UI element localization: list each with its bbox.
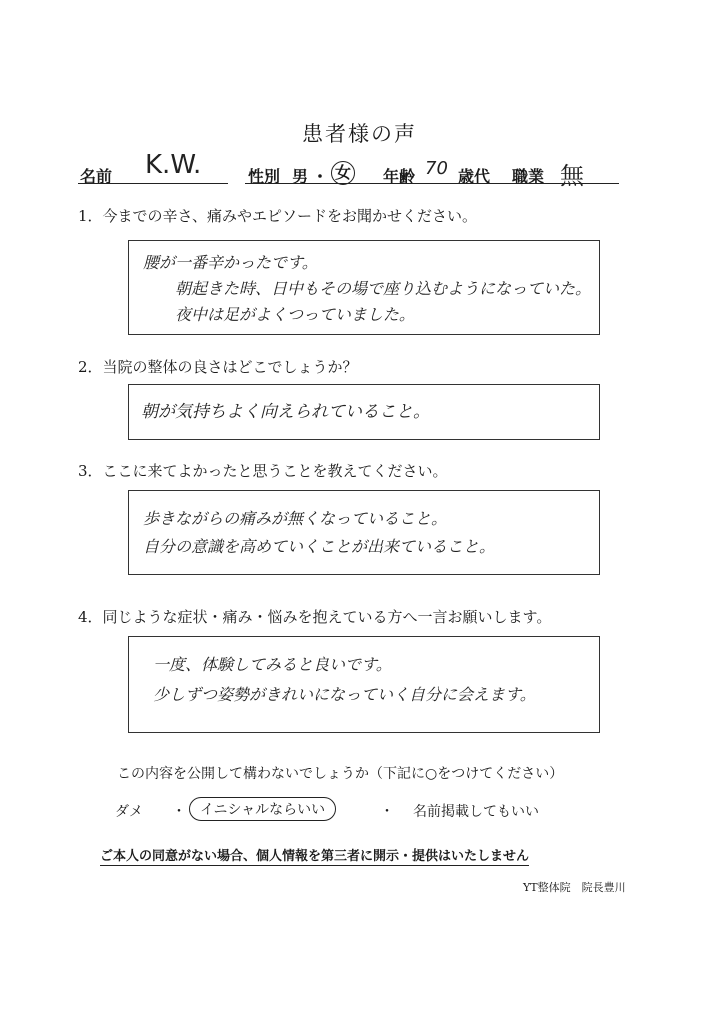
option-name: 名前掲載してもいい: [413, 804, 539, 820]
answer-box-1: [128, 240, 600, 335]
answer-box-3: [128, 490, 600, 575]
answer-2-line-1: 朝が気持ちよく向えられていること。: [141, 402, 430, 422]
gender-label: 性別: [248, 167, 281, 186]
age-suffix: 歳代: [458, 167, 491, 186]
question-2: 2．当院の整体の良さはどこでしょうか？: [78, 358, 358, 376]
clinic-footer: YT整体院 院長豊川: [523, 881, 626, 894]
answer-3-line-2: 自分の意識を高めていくことが出来ていること。: [143, 537, 496, 556]
gender-male: 男: [292, 167, 309, 186]
answer-4-line-2: 少しずつ姿勢がきれいになっていく自分に会えます。: [153, 685, 536, 704]
age-value: 70: [425, 158, 448, 179]
option-separator-1: ・: [172, 804, 186, 820]
name-label: 名前: [80, 167, 113, 186]
gender-separator: ・: [312, 167, 329, 186]
option-no: ダメ: [115, 804, 143, 820]
answer-1-line-1: 腰が一番辛かったです。: [143, 253, 318, 272]
name-underline: [78, 183, 228, 184]
question-3: 3．ここに来てよかったと思うことを教えてください。: [78, 462, 448, 480]
gender-female-circled: 女: [331, 161, 355, 185]
option-initials-circled: イニシャルならいい: [189, 797, 336, 821]
age-label: 年齢: [383, 167, 416, 186]
answer-box-2: [128, 384, 600, 440]
job-label: 職業: [512, 167, 545, 186]
question-1: 1．今までの辛さ、痛みやエピソードをお聞かせください。: [78, 207, 477, 225]
fields-underline: [245, 183, 619, 184]
publish-question: この内容を公開して構わないでしょうか（下記に○をつけてください）: [117, 766, 564, 782]
page-title: 患者様の声: [302, 122, 417, 146]
name-value: K.W.: [145, 150, 202, 180]
option-separator-2: ・: [380, 804, 394, 820]
answer-4-line-1: 一度、体験してみると良いです。: [153, 655, 392, 674]
privacy-notice: ご本人の同意がない場合、個人情報を第三者に開示・提供はいたしません: [100, 845, 529, 866]
answer-box-4: [128, 636, 600, 733]
answer-3-line-1: 歩きながらの痛みが無くなっていること。: [143, 509, 448, 528]
answer-1-line-2: 朝起きた時、日中もその場で座り込むようになっていた。: [175, 279, 592, 298]
answer-1-line-3: 夜中は足がよくつっていました。: [175, 305, 415, 324]
question-4: 4．同じような症状・痛み・悩みを抱えている方へ一言お願いします。: [78, 608, 552, 626]
job-value: 無: [560, 162, 584, 190]
